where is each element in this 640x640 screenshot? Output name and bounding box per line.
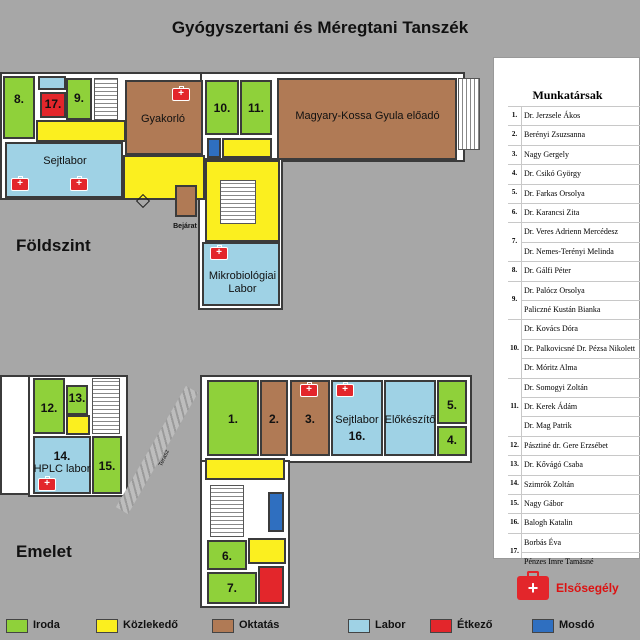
first-aid-icon <box>172 88 190 101</box>
staff-name: Pásztiné dr. Gere Erzsébet <box>524 440 608 450</box>
first-aid-icon <box>11 178 29 191</box>
room-14-label: 14. <box>53 449 71 463</box>
room-12-label: 12. <box>40 401 58 415</box>
staff-name: Dr. Karancsi Zita <box>524 208 580 217</box>
staff-name: Dr. Farkas Orsolya <box>524 188 585 198</box>
legend-label-mosdo: Mosdó <box>559 619 595 631</box>
stairs-icon <box>94 78 118 120</box>
page-title: Gyógyszertani és Méregtani Tanszék <box>171 18 469 37</box>
staff-room-number: 5. <box>511 188 518 197</box>
corridor-upper-west <box>66 415 90 435</box>
lecture-hall-label: Magyary-Kossa Gyula előadó <box>295 110 440 122</box>
staff-name: Szimrók Zoltán <box>524 479 574 489</box>
staff-name: Dr. Nemes-Terényi Melinda <box>524 246 614 256</box>
staff-room-number: 7. <box>511 236 518 245</box>
room-16-label: 16. <box>348 429 366 443</box>
legend-first-aid-label: Elsősegély <box>556 581 619 595</box>
table-row-divider <box>508 125 640 126</box>
corridor-upper-south <box>205 458 285 480</box>
floor-label-upper: Emelet <box>16 542 72 561</box>
staff-name: Dr. Palkovicsné Dr. Pézsa Nikolett <box>524 343 636 353</box>
staff-name: Pénzes Imre Tamásné <box>524 557 594 567</box>
staff-room-number: 2. <box>511 130 518 139</box>
staff-name: Nagy Gergely <box>524 149 569 159</box>
staff-room-number: 16. <box>510 518 519 527</box>
table-row-divider <box>508 281 640 282</box>
room-8-label: 8. <box>13 92 24 106</box>
legend-label-labor: Labor <box>375 619 406 631</box>
staff-name: Dr. Gálfi Péter <box>524 266 571 276</box>
staff-name: Dr. Jerzsele Ákos <box>524 111 581 120</box>
staff-room-number: 6. <box>511 207 518 216</box>
terrace-strip <box>116 386 198 514</box>
restroom-upper <box>268 492 284 532</box>
sejtlabor-ground-label: Sejtlabor <box>43 155 87 167</box>
room-8[interactable] <box>3 76 35 139</box>
table-row-divider <box>508 261 640 262</box>
staff-name: Paliczné Kustán Bianka <box>524 305 601 314</box>
corridor-east <box>222 138 272 158</box>
elokeszito-label: Előkészítő <box>384 414 436 426</box>
table-row-divider <box>508 319 640 320</box>
legend-swatch-labor <box>348 619 370 633</box>
entrance-label: Bejárat <box>173 223 197 230</box>
staff-room-number: 15. <box>510 498 519 507</box>
table-sub-divider <box>522 339 640 340</box>
floor-label-ground: Földszint <box>16 236 91 255</box>
terrace-label: Terasz <box>158 449 171 468</box>
staff-room-number: 17. <box>510 547 519 556</box>
staff-name: Dr. Móritz Alma <box>524 363 578 373</box>
staff-name: Dr. Mag Patrik <box>524 421 572 431</box>
stairs-icon <box>210 485 244 537</box>
corridor-upper-lower <box>248 538 286 564</box>
room-10-label: 10. <box>213 101 231 115</box>
upper-west-stub <box>0 375 30 495</box>
sejtlabor-upper-label: Sejtlabor <box>335 414 379 426</box>
staff-name: Borbás Éva <box>524 537 562 547</box>
gyakorlo-label: Gyakorló <box>140 113 186 125</box>
room-5-label: 5. <box>446 398 457 412</box>
table-row-divider <box>508 203 640 204</box>
staff-room-number: 1. <box>511 110 518 119</box>
table-row-divider <box>508 475 640 476</box>
table-row-divider <box>508 106 640 107</box>
restroom-ground <box>207 138 221 158</box>
table-row-divider <box>508 222 640 223</box>
room-17-label: 17. <box>44 97 62 111</box>
room-2-label: 2. <box>268 412 279 426</box>
table-sub-divider <box>522 242 640 243</box>
table-row-divider <box>508 184 640 185</box>
table-sub-divider <box>522 552 640 553</box>
room-3-label: 3. <box>304 412 315 426</box>
hplc-label: HPLC labor <box>33 463 91 475</box>
table-row-divider <box>508 533 640 534</box>
staff-name: Nagy Gábor <box>524 499 564 508</box>
legend-label-kozlekedo: Közlekedő <box>123 619 179 631</box>
staff-room-number: 8. <box>511 265 518 274</box>
staff-name: Balogh Katalin <box>524 518 573 528</box>
room-6-label: 6. <box>221 549 232 563</box>
staff-name: Berényi Zsuzsanna <box>524 130 586 140</box>
room-4-label: 4. <box>446 433 457 447</box>
room-15-label: 15. <box>98 459 116 473</box>
table-row-divider <box>508 513 640 514</box>
staff-title: Munkatársak <box>532 88 603 102</box>
room-1-label: 1. <box>227 412 238 426</box>
table-row-divider <box>508 378 640 379</box>
legend-swatch-iroda <box>6 619 28 633</box>
staff-name: Dr. Somogyi Zoltán <box>524 382 588 392</box>
first-aid-icon <box>70 178 88 191</box>
table-row-divider <box>508 164 640 165</box>
corridor-west <box>36 120 126 142</box>
room-9-label: 9. <box>73 91 84 105</box>
lab-small[interactable] <box>38 76 66 90</box>
legend-swatch-oktatas <box>212 619 234 633</box>
first-aid-icon <box>336 384 354 397</box>
staff-name: Dr. Kővágó Csaba <box>524 460 583 470</box>
stairs-icon <box>220 180 256 224</box>
staff-panel <box>493 57 640 567</box>
first-aid-icon <box>38 478 56 491</box>
table-divider <box>521 106 522 558</box>
staff-room-number: 3. <box>511 149 518 158</box>
legend-swatch-kozlekedo <box>96 619 118 633</box>
staff-room-number: 4. <box>511 168 518 177</box>
room-7-label: 7. <box>226 581 237 595</box>
first-aid-icon <box>300 384 318 397</box>
staff-name: Dr. Palócz Orsolya <box>524 285 585 295</box>
legend-label-iroda: Iroda <box>33 619 60 631</box>
staff-room-number: 14. <box>510 479 519 488</box>
room-13-label: 13. <box>68 391 86 405</box>
first-aid-icon <box>210 247 228 260</box>
staff-room-number: 10. <box>510 343 519 352</box>
stairs-icon <box>92 378 120 434</box>
room-11-label: 11. <box>247 101 265 115</box>
entrance-vestibule <box>175 185 197 217</box>
staff-name: Dr. Veres Adrienn Mercédesz <box>524 227 619 237</box>
table-sub-divider <box>522 416 640 417</box>
staff-name: Dr. Kerek Ádám <box>524 402 578 411</box>
table-sub-divider <box>522 300 640 301</box>
table-row-divider <box>508 436 640 437</box>
table-row-divider <box>508 494 640 495</box>
table-sub-divider <box>522 358 640 359</box>
kitchen-upper <box>258 566 284 604</box>
legend-label-oktatas: Oktatás <box>239 619 280 631</box>
table-row-divider <box>508 455 640 456</box>
staff-name: Dr. Kovács Dóra <box>524 324 578 334</box>
table-row-divider <box>508 145 640 146</box>
mikrobio-label: Mikrobiológiai Labor <box>208 270 277 295</box>
staff-name: Dr. Csikó György <box>524 169 581 179</box>
staff-room-number: 11. <box>510 401 519 410</box>
legend-swatch-mosdo <box>532 619 554 633</box>
legend-label-etkezo: Étkező <box>457 619 493 631</box>
staff-room-number: 9. <box>511 295 518 303</box>
staff-room-number: 12. <box>510 440 519 449</box>
stairs-icon <box>458 78 480 150</box>
staff-room-number: 13. <box>510 459 519 468</box>
first-aid-icon <box>517 576 549 600</box>
legend-swatch-etkezo <box>430 619 452 633</box>
table-sub-divider <box>522 397 640 398</box>
